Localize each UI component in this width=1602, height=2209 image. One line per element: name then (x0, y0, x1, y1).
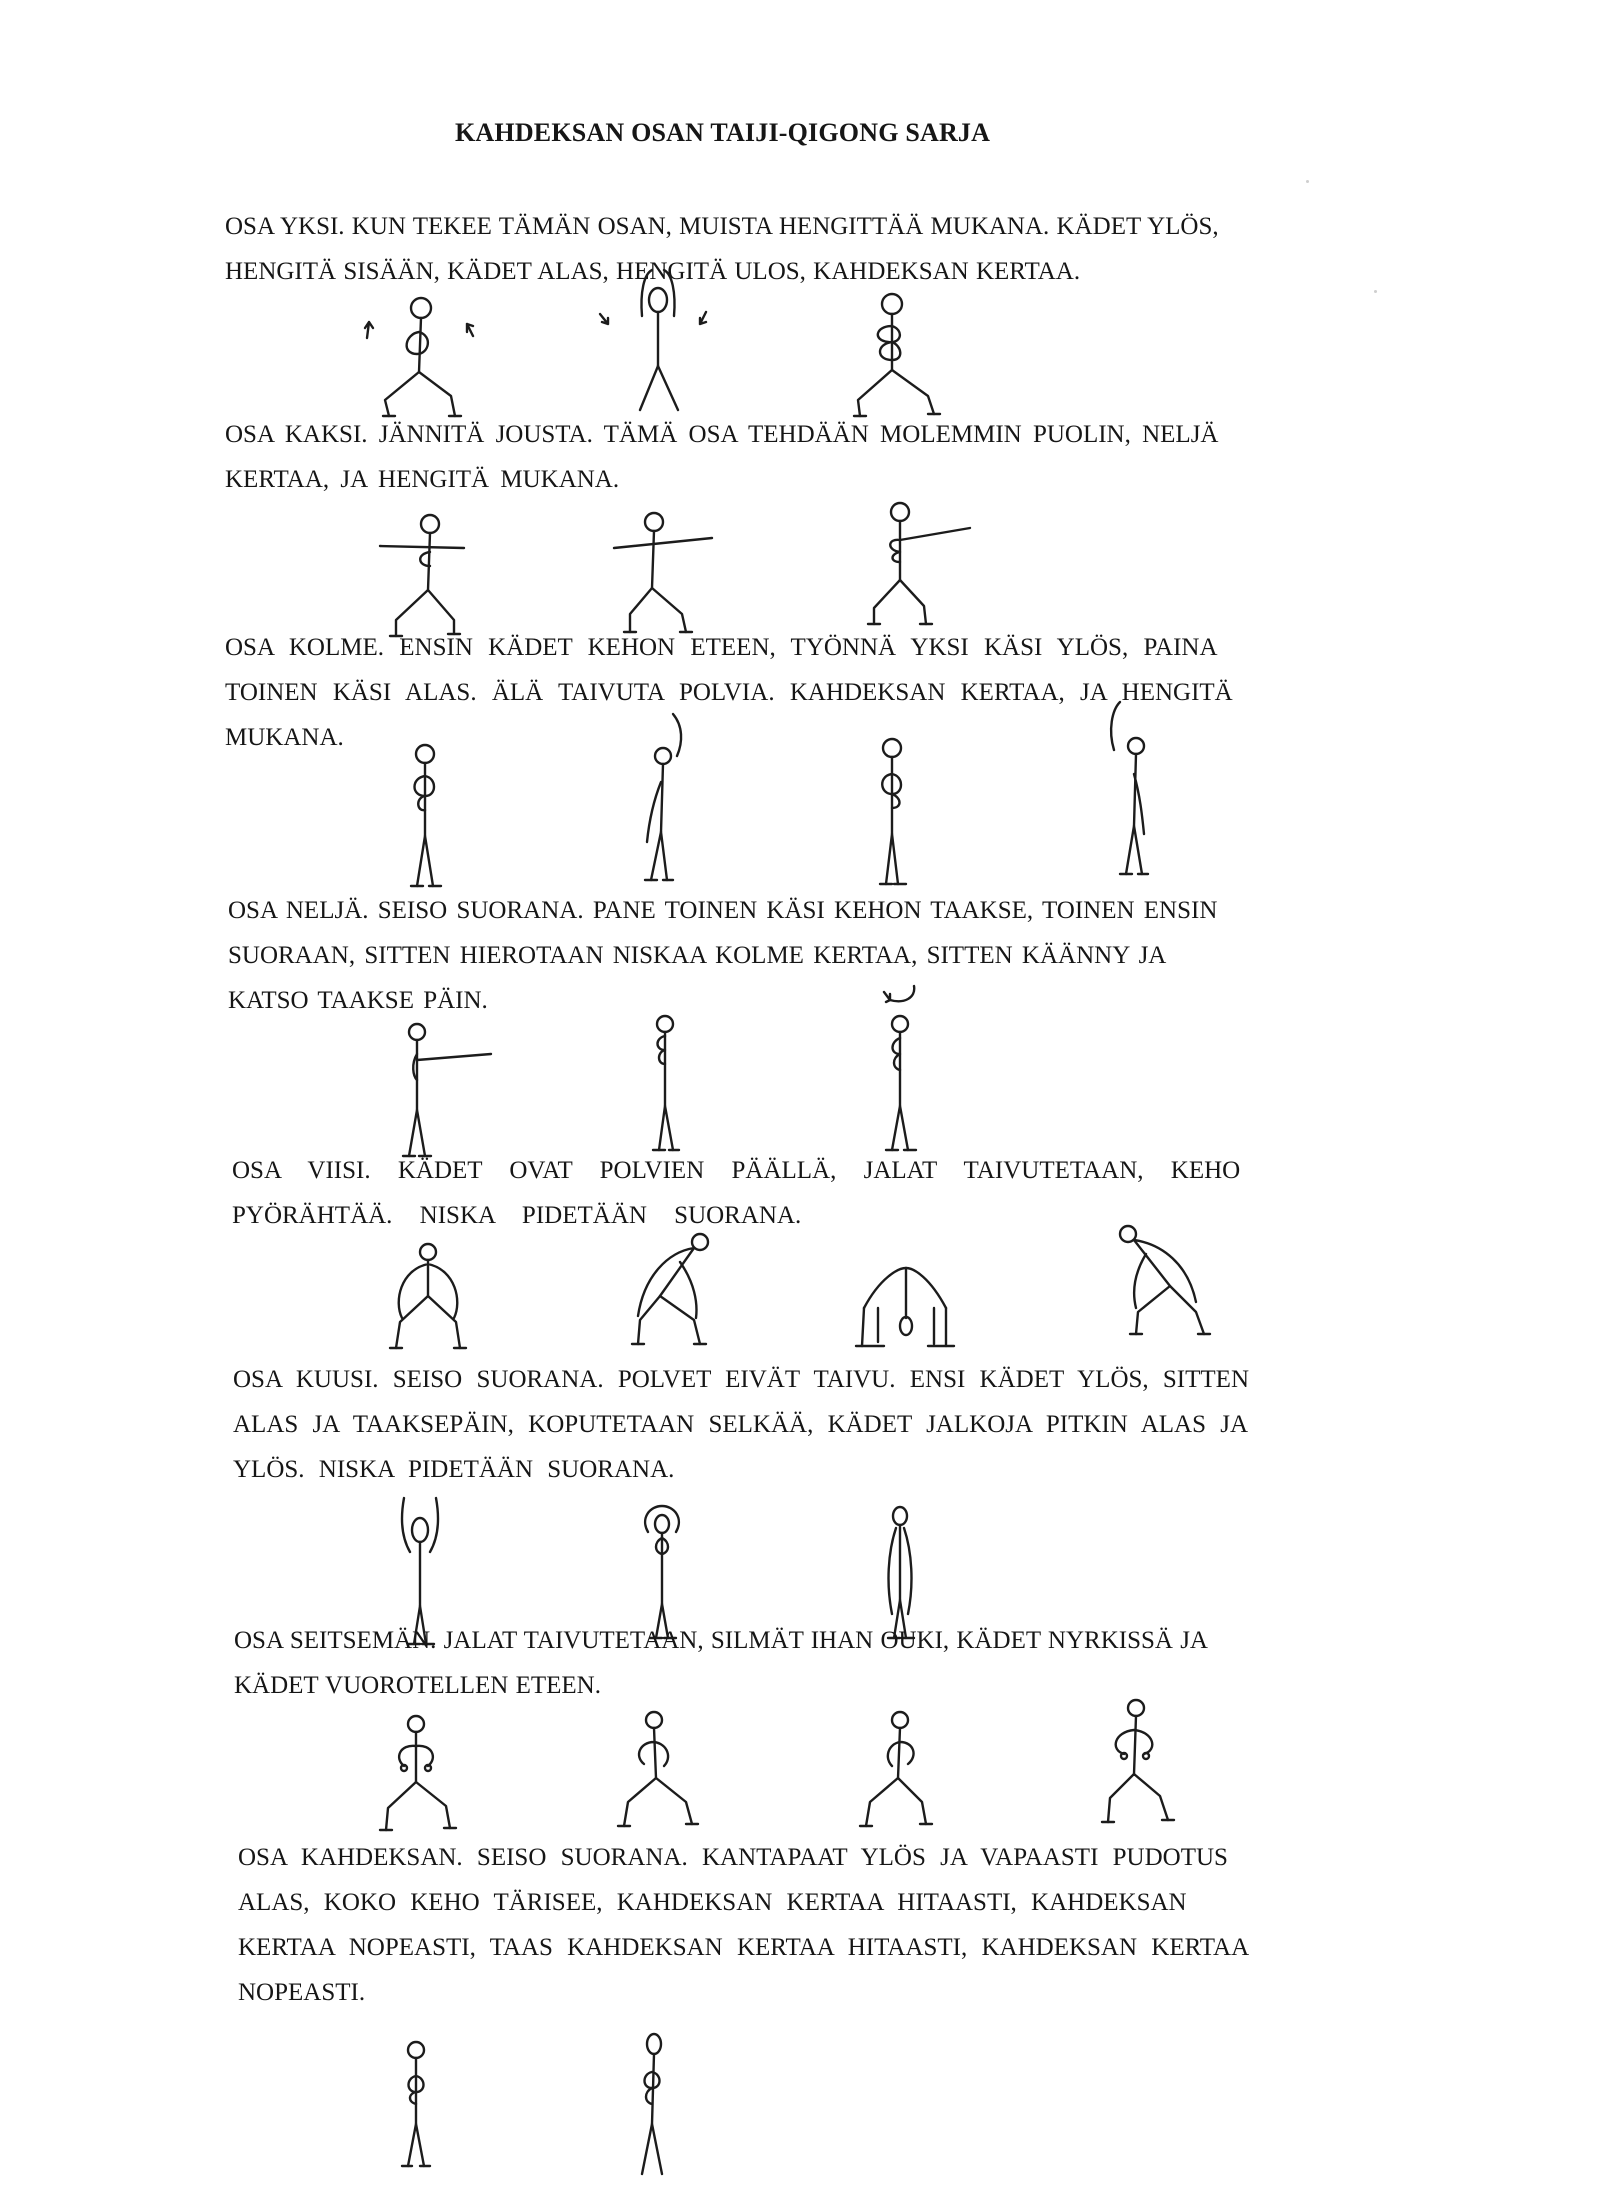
figure-horse-stance-fists-2 (1090, 1696, 1190, 1831)
figure-hands-on-knees (378, 1240, 478, 1355)
figure-lean-right (1112, 1222, 1222, 1342)
document-title: KAHDEKSAN OSAN TAIJI-QIGONG SARJA (455, 118, 991, 147)
text-line: KATSO TAAKSE PÄIN. (228, 987, 488, 1014)
text-line: OSA KAKSI. JÄNNITÄ JOUSTA. TÄMÄ OSA TEHDÄÄN MOLEMMIN PUOLIN, NELJÄ (225, 421, 1219, 448)
figure-bent-forward (850, 1258, 960, 1353)
figure-hand-on-neck (635, 1012, 695, 1157)
text-line: YLÖS. NISKA PIDETÄÄN SUORANA. (233, 1456, 675, 1483)
figure-arm-pointing-forward (395, 1020, 495, 1160)
figure-draw-bow-right (860, 498, 980, 628)
figure-punch-left (610, 1708, 710, 1833)
figure-on-tiptoes (622, 2030, 682, 2180)
section-osa-yksi-text (225, 204, 1219, 294)
figure-lean-left (620, 1232, 720, 1352)
section-osa-kaksi-text (225, 412, 1219, 502)
text-line: KÄDET VUOROTELLEN ETEEN. (234, 1672, 601, 1699)
text-line: OSA NELJÄ. SEISO SUORANA. PANE TOINEN KÄSI KEHON TAAKSE, TOINEN ENSIN (228, 897, 1218, 924)
text-line: MUKANA. (225, 724, 344, 751)
section-osa-kolme-text (225, 625, 1233, 760)
figure-wide-stance-arms-rising (355, 292, 480, 422)
figure-standing-hands-at-belly (386, 2038, 446, 2173)
figure-one-hand-up-left (1098, 700, 1158, 880)
section-osa-kahdeksan-text (238, 1835, 1249, 2015)
figure-arms-raised-overhead (590, 262, 720, 422)
text-line: OSA KAHDEKSAN. SEISO SUORANA. KANTAPAAT YLÖS JA VAPAASTI PUDOTUS (238, 1844, 1228, 1871)
text-line: KERTAA NOPEASTI, TAAS KAHDEKSAN KERTAA HITAASTI, KAHDEKSAN KERTAA (238, 1934, 1250, 1961)
text-line: ALAS JA TAAKSEPÄIN, KOPUTETAAN SELKÄÄ, KÄDET JALKOJA PITKIN ALAS JA (233, 1411, 1249, 1438)
figure-turn-look-back (870, 982, 940, 1157)
scan-speck (1374, 290, 1377, 293)
text-line: OSA SEITSEMÄN. JALAT TAIVUTETAAN, SILMÄT IHAN OUKI, KÄDET NYRKISSÄ JA (234, 1627, 1208, 1654)
figure-one-hand-up-right (633, 712, 693, 887)
section-osa-viisi-text (232, 1148, 1240, 1238)
figure-hands-before-body-2 (862, 734, 922, 889)
scan-speck (1306, 180, 1309, 183)
text-line: OSA VIISI. KÄDET OVAT POLVIEN PÄÄLLÄ, JALAT TAIVUTETAAN, KEHO (232, 1157, 1241, 1184)
text-line: OSA YKSI. KUN TEKEE TÄMÄN OSAN, MUISTA HENGITTÄÄ MUKANA. KÄDET YLÖS, (225, 213, 1219, 240)
text-line: SUORAAN, SITTEN HIEROTAAN NISKAA KOLME KERTAA, SITTEN KÄÄNNY JA (228, 942, 1167, 969)
text-line: ALAS, KOKO KEHO TÄRISEE, KAHDEKSAN KERTAA HITAASTI, KAHDEKSAN (238, 1889, 1187, 1916)
text-line: HENGITÄ SISÄÄN, KÄDET ALAS, HENGITÄ ULOS, KAHDEKSAN KERTAA. (225, 258, 1081, 285)
figure-hands-before-body (395, 740, 455, 890)
text-line: NOPEASTI. (238, 1979, 366, 2006)
text-line: KERTAA, JA HENGITÄ MUKANA. (225, 466, 620, 493)
figure-draw-bow-left (366, 510, 476, 640)
text-line: TOINEN KÄSI ALAS. ÄLÄ TAIVUTA POLVIA. KAHDEKSAN KERTAA, JA HENGITÄ (225, 679, 1233, 706)
figure-wide-stance-hands-at-belly (842, 290, 952, 420)
figure-arms-stretched-sideways (600, 508, 720, 638)
section-osa-seitseman-text (234, 1618, 1208, 1708)
text-line: PYÖRÄHTÄÄ. NISKA PIDETÄÄN SUORANA. (232, 1202, 802, 1229)
text-line: OSA KOLME. ENSIN KÄDET KEHON ETEEN, TYÖNNÄ YKSI KÄSI YLÖS, PAINA (225, 634, 1218, 661)
figure-punch-right (850, 1708, 950, 1833)
text-line: OSA KUUSI. SEISO SUORANA. POLVET EIVÄT TAIVU. ENSI KÄDET YLÖS, SITTEN (233, 1366, 1249, 1393)
section-osa-nelja-text (228, 888, 1217, 1023)
figure-horse-stance-fists (370, 1712, 470, 1837)
section-osa-kuusi-text (233, 1357, 1249, 1492)
